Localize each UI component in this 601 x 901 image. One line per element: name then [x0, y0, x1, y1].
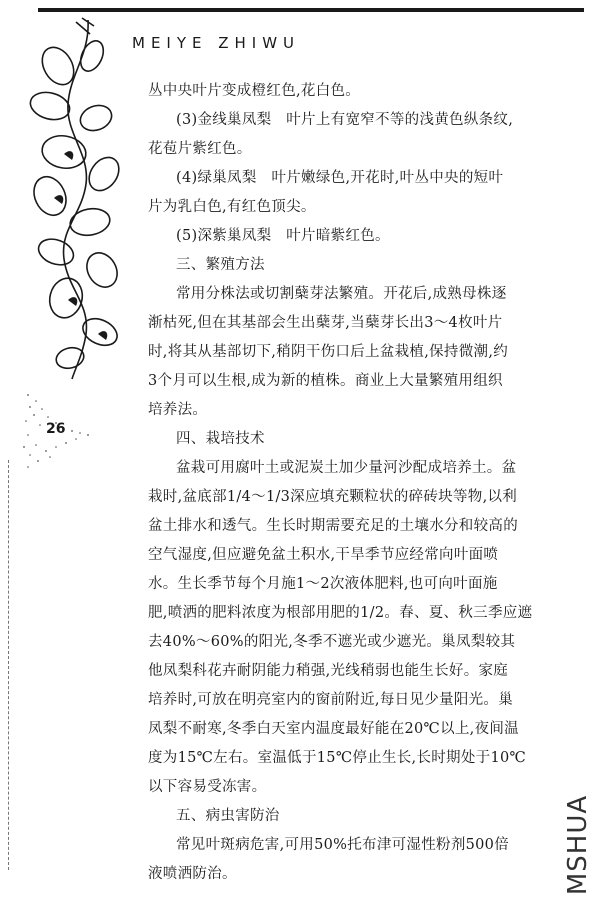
section-heading: 三、繁殖方法 [176, 257, 265, 273]
watermark-text: MSHUA [563, 794, 594, 896]
text-line: 盆土排水和透气。生长时期需要充足的土壤水分和较高的 [148, 518, 518, 534]
section-heading: 四、栽培技术 [176, 431, 265, 447]
vine-decoration-icon [20, 14, 140, 384]
header-rule [38, 8, 584, 12]
text-line: 盆栽可用腐叶土或泥炭土加少量河沙配成培养土。盆 [176, 460, 517, 476]
watermark [556, 794, 596, 896]
page-number-area [16, 385, 106, 475]
running-header-title: MEIYE ZHIWU [132, 34, 301, 52]
text-line: 时,将其从基部切下,稍阴干伤口后上盆栽植,保持微潮,约 [148, 344, 509, 360]
text-line: (3)金线巢凤梨 叶片上有宽窄不等的浅黄色纵条纹, [176, 112, 514, 128]
text-line: 空气湿度,但应避免盆土积水,干旱季节应经常向叶面喷 [148, 547, 499, 563]
text-line: 渐枯死,但在其基部会生出蘖芽,当蘖芽长出3～4枚叶片 [148, 315, 503, 331]
text-line: 凤梨不耐寒,冬季白天室内温度最好能在20℃以上,夜间温 [148, 721, 519, 737]
text-line: 度为15℃左右。室温低于15℃停止生长,长时期处于10℃ [148, 750, 527, 766]
text-line: 栽时,盆底部1/4～1/3深应填充颗粒状的碎砖块等物,以利 [148, 489, 518, 505]
text-line: 培养法。 [148, 402, 208, 418]
text-line: 丛中央叶片变成橙红色,花白色。 [148, 83, 361, 99]
margin-dashed-line [8, 460, 10, 870]
text-line: 肥,喷洒的肥料浓度为根部用肥的1/2。春、夏、秋三季应遮 [148, 605, 533, 621]
text-line: 花苞片紫红色。 [148, 141, 252, 157]
text-line: (5)深紫巢凤梨 叶片暗紫红色。 [176, 228, 390, 244]
text-line: 常见叶斑病危害,可用50%托布津可湿性粉剂500倍 [176, 837, 510, 853]
text-line: 他凤梨科花卉耐阴能力稍强,光线稍弱也能生长好。家庭 [148, 663, 509, 679]
text-line: (4)绿巢凤梨 叶片嫩绿色,开花时,叶丛中央的短叶 [176, 170, 504, 186]
text-line: 片为乳白色,有红色顶尖。 [148, 199, 316, 215]
section-heading: 五、病虫害防治 [176, 808, 280, 824]
text-line: 3个月可以生根,成为新的植株。商业上大量繁殖用组织 [148, 373, 503, 389]
text-line: 培养时,可放在明亮室内的窗前附近,每日见少量阳光。巢 [148, 692, 514, 708]
text-line: 常用分株法或切割蘖芽法繁殖。开花后,成熟母株逐 [176, 286, 507, 302]
text-line: 液喷洒防治。 [148, 866, 237, 882]
text-line: 去40%～60%的阳光,冬季不遮光或少遮光。巢凤梨较其 [148, 634, 516, 650]
page-number: 26 [46, 421, 66, 437]
text-line: 以下容易受冻害。 [148, 779, 267, 795]
text-line: 水。生长季节每个月施1～2次液体肥料,也可向叶面施 [148, 576, 498, 592]
